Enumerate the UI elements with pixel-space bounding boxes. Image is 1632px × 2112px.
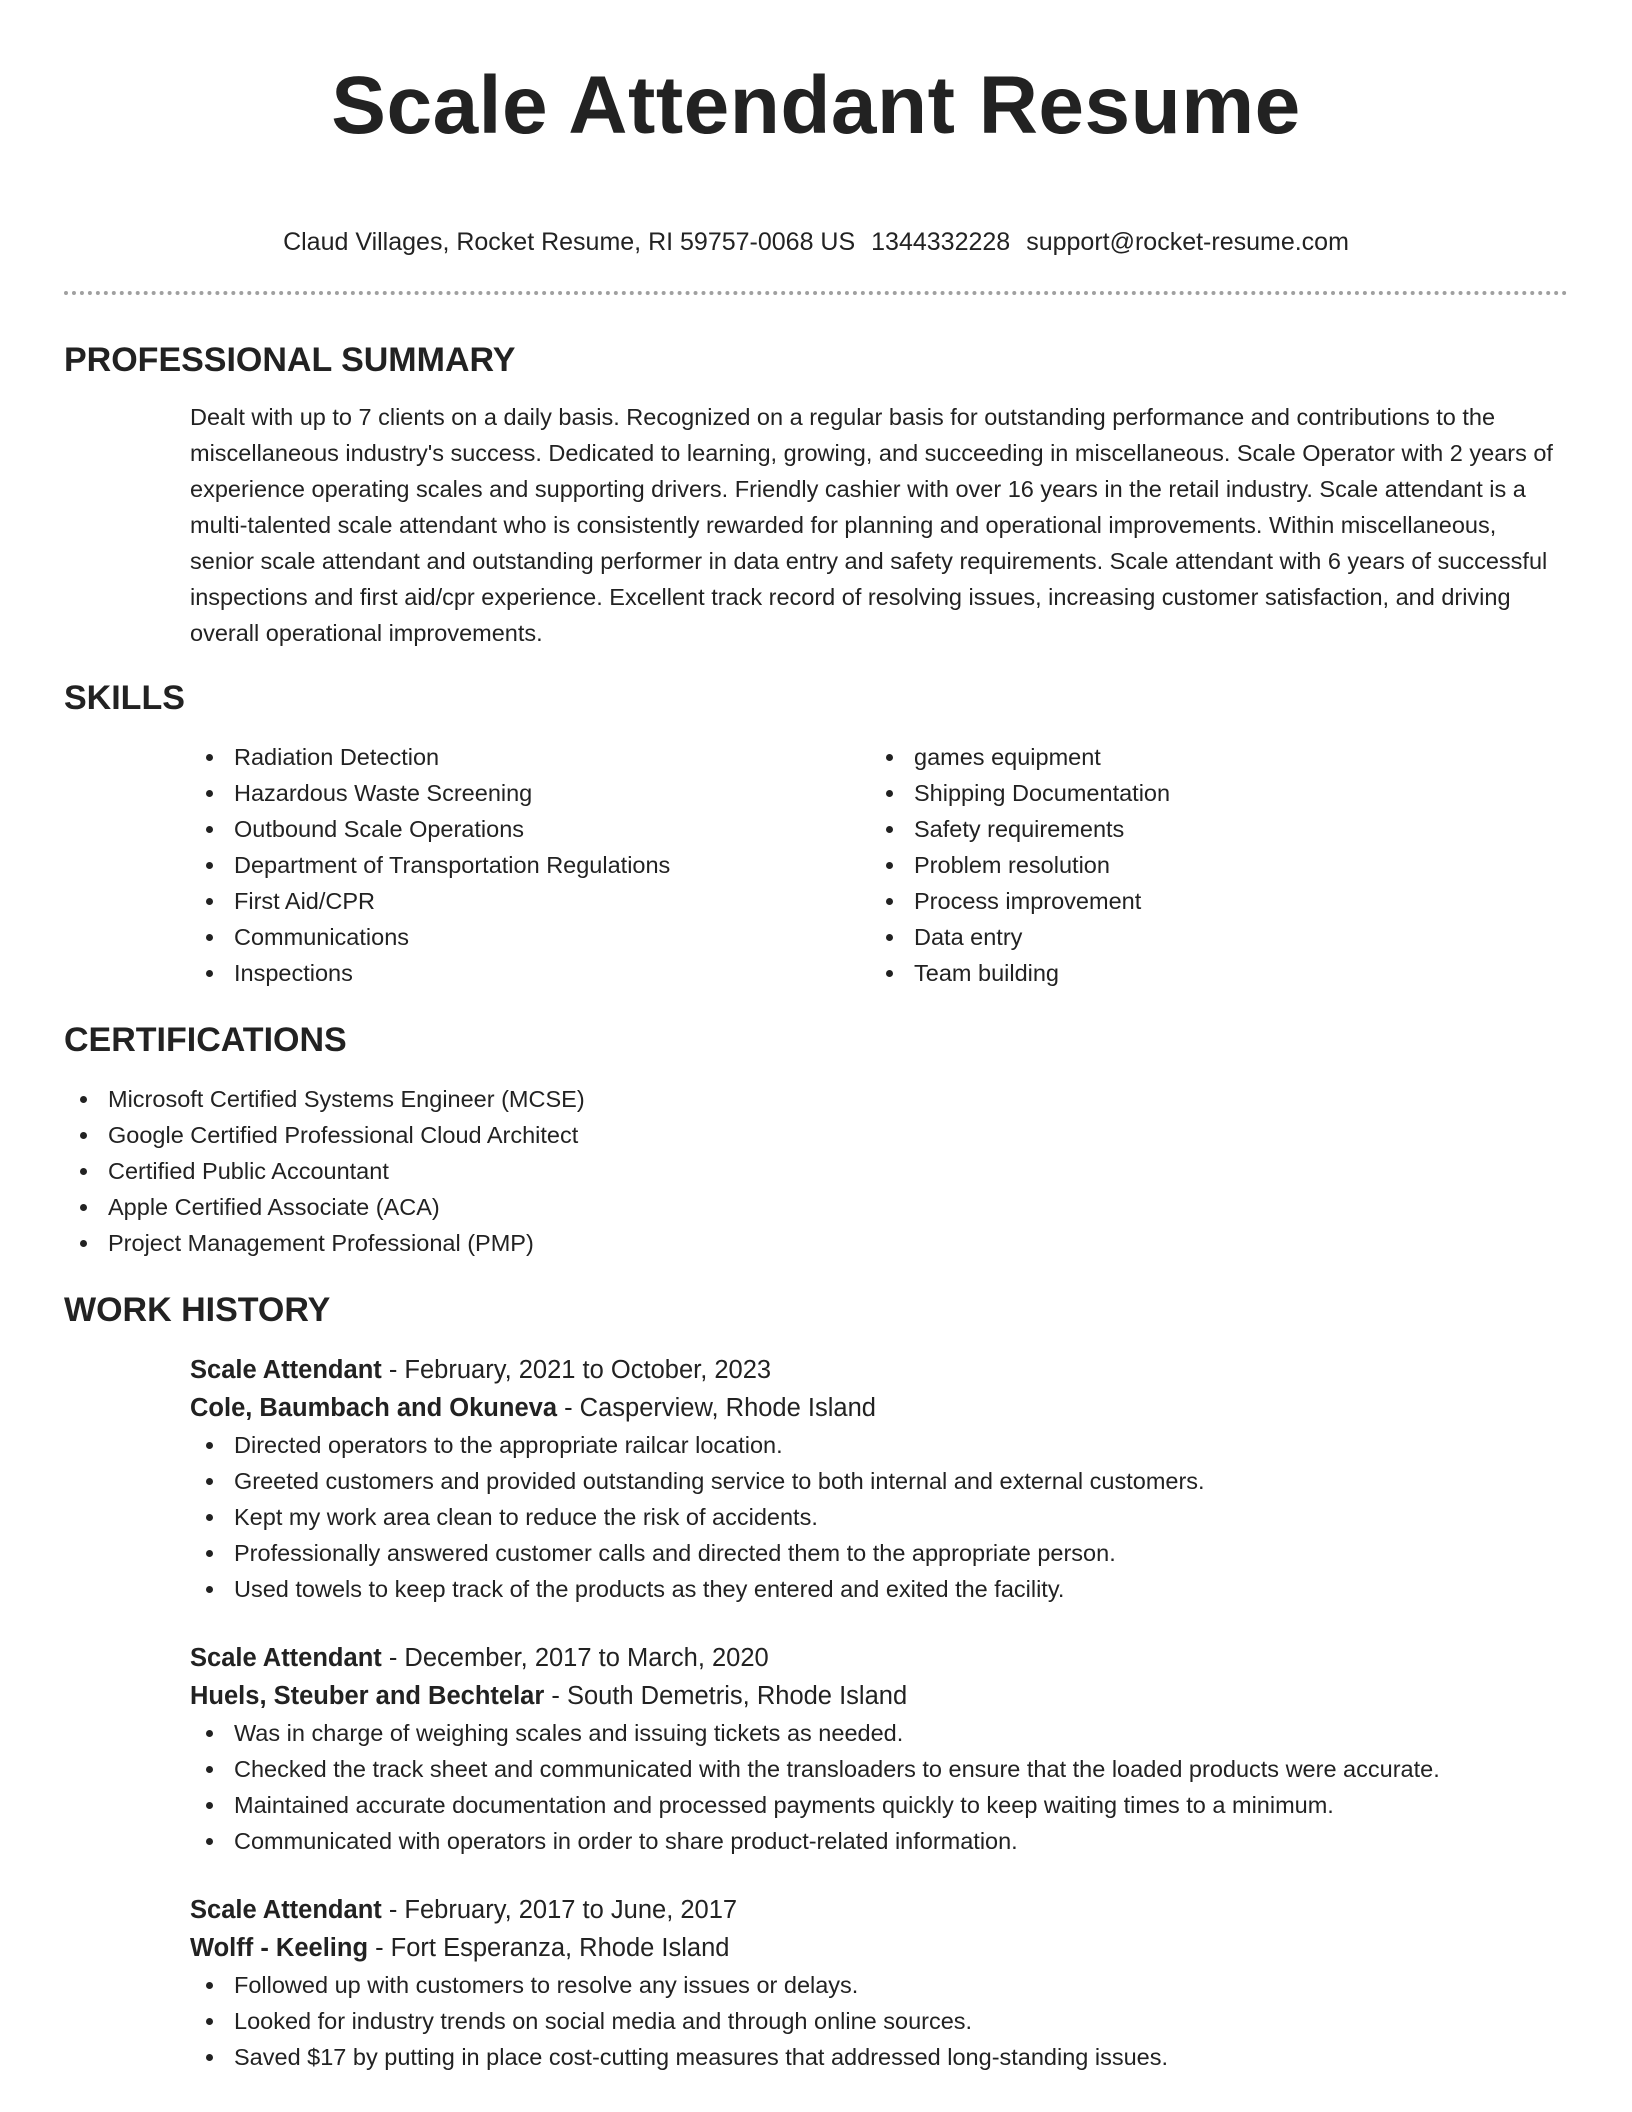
certifications-list — [64, 1081, 1568, 1261]
job-entry — [190, 1891, 1568, 2075]
list-item: Directed operators to the appropriate railcar location. — [190, 1427, 1568, 1463]
job-company: Cole, Baumbach and Okuneva — [190, 1394, 558, 1422]
job-company-line — [190, 1929, 1568, 1967]
job-entry — [190, 1639, 1568, 1859]
list-item: Data entry — [870, 919, 1550, 955]
job-dates: - February, 2021 to October, 2023 — [381, 1356, 772, 1384]
dotted-divider — [64, 291, 1568, 295]
list-item: Certified Public Accountant — [64, 1153, 1568, 1189]
job-title-line — [190, 1891, 1568, 1929]
list-item: Safety requirements — [870, 811, 1550, 847]
list-item: Kept my work area clean to reduce the risk of accidents. — [190, 1499, 1568, 1535]
list-item: Communicated with operators in order to share product-related information. — [190, 1823, 1568, 1859]
job-company: Wolff - Keeling — [190, 1934, 369, 1962]
list-item: games equipment — [870, 739, 1550, 775]
list-item: Outbound Scale Operations — [190, 811, 870, 847]
list-item: Microsoft Certified Systems Engineer (MCSE) — [64, 1081, 1568, 1117]
summary-text: Dealt with up to 7 clients on a daily basis. Recognized on a regular basis for outstanding performance and contributions to the miscellaneous industry's success. Dedicated to learning, growing, and succeeding in miscellaneous. Scale Operator with 2 years of experience operating scales and supporting drivers. Friendly cashier with over 16 years in the retail industry. Scale attendant is a multi-talented scale attendant who is consistently rewarded for planning and operational improvements. Within miscellaneous, senior scale attendant and outstanding performer in data entry and safety requirements. Scale attendant with 6 years of successful inspections and first aid/cpr experience. Excellent track record of resolving issues, increasing customer satisfaction, and driving overall operational improvements. — [190, 404, 1553, 646]
job-dates: - December, 2017 to March, 2020 — [381, 1644, 769, 1672]
list-item: Looked for industry trends on social media and through online sources. — [190, 2003, 1568, 2039]
list-item: Communications — [190, 919, 870, 955]
section-title-certifications: CERTIFICATIONS — [64, 1021, 347, 1059]
skills-list-right — [870, 739, 1550, 991]
list-item: Team building — [870, 955, 1550, 991]
job-bullets — [190, 1715, 1568, 1859]
list-item: Radiation Detection — [190, 739, 870, 775]
list-item: Problem resolution — [870, 847, 1550, 883]
list-item: Followed up with customers to resolve any issues or delays. — [190, 1967, 1568, 2003]
job-location: - South Demetris, Rhode Island — [544, 1682, 908, 1710]
job-title-line — [190, 1351, 1568, 1389]
job-company-line — [190, 1389, 1568, 1427]
contact-line — [64, 226, 1568, 258]
job-role: Scale Attendant — [190, 1896, 382, 1924]
list-item: Apple Certified Associate (ACA) — [64, 1189, 1568, 1225]
job-bullets — [190, 1967, 1568, 2075]
section-title-work-history: WORK HISTORY — [64, 1291, 331, 1329]
job-dates: - February, 2017 to June, 2017 — [381, 1896, 738, 1924]
section-title-skills: SKILLS — [64, 679, 185, 717]
job-role: Scale Attendant — [190, 1356, 382, 1384]
list-item: First Aid/CPR — [190, 883, 870, 919]
list-item: Inspections — [190, 955, 870, 991]
list-item: Google Certified Professional Cloud Architect — [64, 1117, 1568, 1153]
list-item: Process improvement — [870, 883, 1550, 919]
resume-title: Scale Attendant Resume — [331, 60, 1301, 151]
job-bullets — [190, 1427, 1568, 1607]
job-company: Huels, Steuber and Bechtelar — [190, 1682, 545, 1710]
skills-grid — [190, 739, 1568, 991]
contact-address: Claud Villages, Rocket Resume, RI 59757-0068 US — [283, 228, 856, 256]
list-item: Saved $17 by putting in place cost-cutting measures that addressed long-standing issues. — [190, 2039, 1568, 2075]
job-role: Scale Attendant — [190, 1644, 382, 1672]
contact-email[interactable]: support@rocket-resume.com — [1026, 228, 1349, 256]
list-item: Shipping Documentation — [870, 775, 1550, 811]
list-item: Hazardous Waste Screening — [190, 775, 870, 811]
skills-list-left — [190, 739, 870, 991]
job-location: - Casperview, Rhode Island — [557, 1394, 876, 1422]
list-item: Maintained accurate documentation and processed payments quickly to keep waiting times to a minimum. — [190, 1787, 1568, 1823]
job-title-line — [190, 1639, 1568, 1677]
job-entry — [190, 1351, 1568, 1607]
section-title-summary: PROFESSIONAL SUMMARY — [64, 341, 516, 379]
job-location: - Fort Esperanza, Rhode Island — [368, 1934, 730, 1962]
list-item: Used towels to keep track of the products as they entered and exited the facility. — [190, 1571, 1568, 1607]
list-item: Department of Transportation Regulations — [190, 847, 870, 883]
contact-phone: 1344332228 — [871, 228, 1011, 256]
list-item: Professionally answered customer calls and directed them to the appropriate person. — [190, 1535, 1568, 1571]
list-item: Greeted customers and provided outstanding service to both internal and external customers. — [190, 1463, 1568, 1499]
job-company-line — [190, 1677, 1568, 1715]
list-item: Was in charge of weighing scales and issuing tickets as needed. — [190, 1715, 1568, 1751]
list-item: Checked the track sheet and communicated with the transloaders to ensure that the loaded products were accurate. — [190, 1751, 1568, 1787]
list-item: Project Management Professional (PMP) — [64, 1225, 1568, 1261]
